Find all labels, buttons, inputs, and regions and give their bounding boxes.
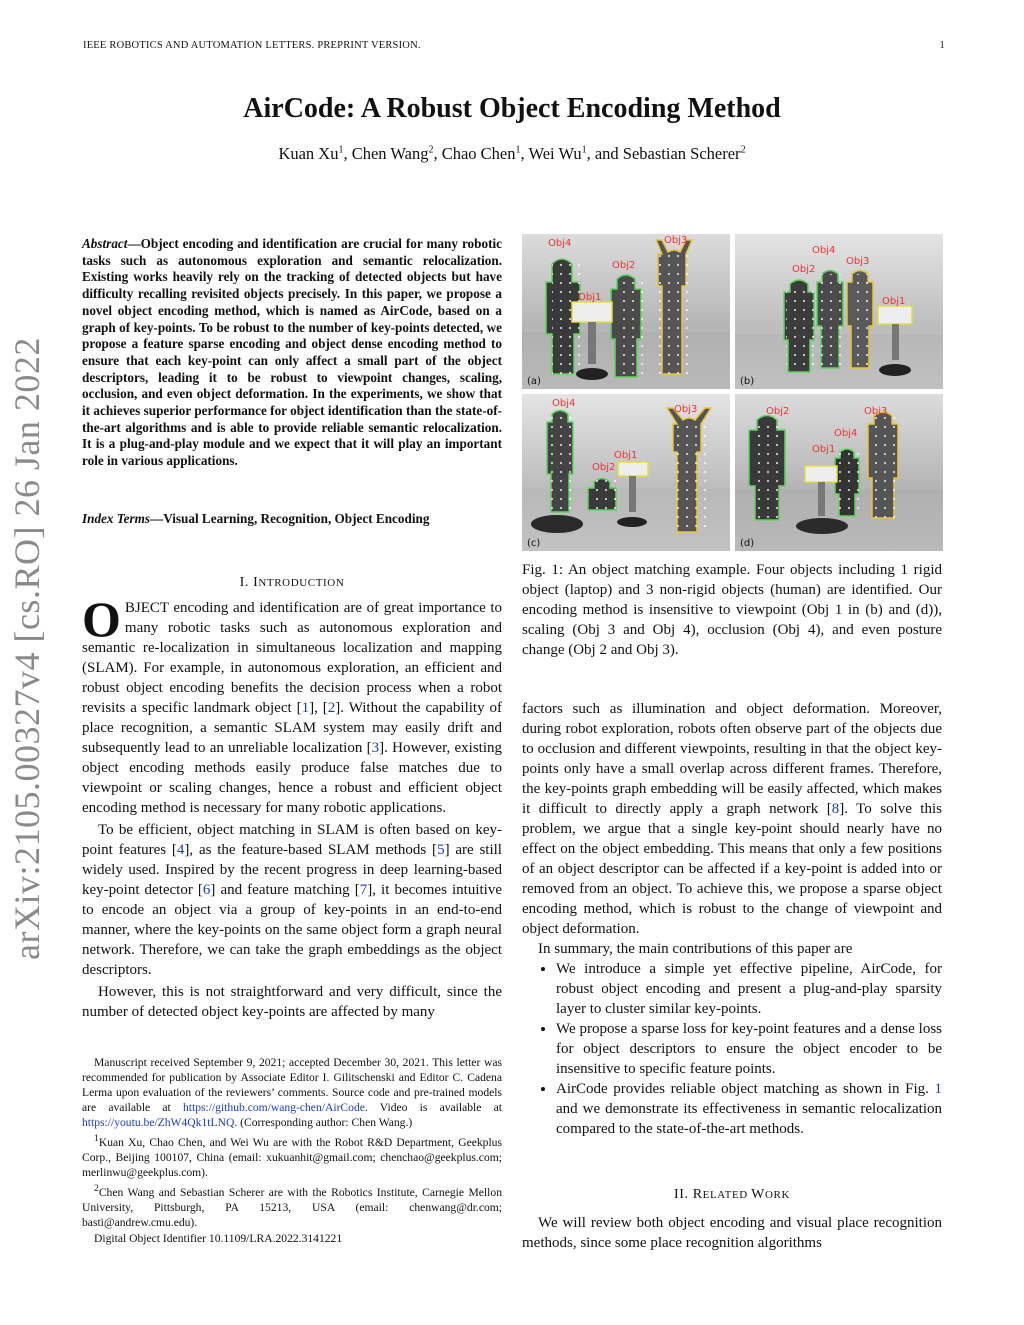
figure-panel-c (522, 394, 730, 551)
section-heading-related-work (522, 1187, 942, 1203)
object-label: Obj4 (552, 398, 576, 409)
author: Chen Wang (351, 144, 429, 163)
index-terms-text: —Visual Learning, Recognition, Object Encoding (150, 511, 430, 526)
affiliation-mark: 1 (515, 144, 521, 156)
related-work-body (522, 1213, 942, 1253)
figure-1 (522, 234, 943, 551)
section-number: I. (239, 575, 249, 590)
section-title-initial: R (692, 1187, 703, 1202)
section-title-rest: ORK (764, 1189, 791, 1201)
section-number: II. (673, 1187, 689, 1202)
object-label: Obj1 (614, 450, 638, 461)
doi: Digital Object Identifier 10.1109/LRA.2022.3141221 (94, 1231, 343, 1245)
object-label: Obj1 (882, 296, 906, 307)
citation-link[interactable]: 5 (437, 842, 445, 858)
intro-paragraph-3: However, this is not straightforward and very difficult, since the number of detected object key-points are affected by many (82, 984, 502, 1020)
footnote-affiliation-1: $^1$Kuan Xu, Chao Chen, and Wei Wu are with the Robot R&D Department, Geekplus Corp., Beijing 100107, China (email: xukuanhit@gmail.com; chenchao@geekplus.com; merlinwu@geekplus.com). (82, 1133, 502, 1179)
page-number: 1 (939, 40, 945, 51)
intro-paragraph-2: To be efficient, object matching in SLAM is often based on key-point features [4], as the feature-based SLAM methods [5] are still widely used. Inspired by the recent progress in deep learning-based key-point detector [6] and feature matching [7], it becomes intuitive to encode an object via a group of key-points in an end-to-end manner, where the key-points on the same object form a graph neural network. Therefore, we can take the graph embeddings as the object descriptors. (82, 822, 502, 978)
abstract-text: —Object encoding and identification are crucial for many robotic tasks such as autonomous exploration and semantic relocalization. Existing works heavily rely on the tracking of detected objects but have difficulty recalling revisited objects precisely. In this paper, we propose a novel object encoding method, which is named as AirCode, based on a graph of key-points. To be robust to the number of key-points detected, we propose a feature sparse encoding and object dense encoding method to ensure that each key-point can only affect a small part of the object descriptors, leading it to be robust to viewpoint changes, scaling, occlusion, and even object deformation. In the experiments, we show that it achieves superior performance for object identification than the state-of-the-art algorithms and is able to provide reliable semantic relocalization. It is a plug-and-play module and we expect that it will play an important role in various applications. (82, 236, 502, 469)
paper-title: AirCode: A Robust Object Encoding Method (243, 93, 781, 124)
object-label: Obj2 (592, 462, 616, 473)
citation-link[interactable]: 6 (202, 882, 211, 898)
paragraph: We will review both object encoding and visual place recognition methods, since some place recognition algorithms (522, 1215, 942, 1251)
paragraph: In summary, the main contributions of this paper are (538, 941, 853, 957)
list-item: • We introduce a simple yet effective pipeline, AirCode, for robust object encoding and present a plug-and-play sparsity layer to cluster similar key-points. (556, 959, 942, 1019)
object-label: Obj1 (578, 292, 602, 303)
journal-name: IEEE ROBOTICS AND AUTOMATION LETTERS. PREPRINT VERSION. (83, 40, 421, 51)
citation-link[interactable]: 3 (371, 740, 380, 756)
paragraph: factors such as illumination and object deformation. Moreover, during robot exploration, robots often observe part of the objects due to occlusion and different viewpoints, resulting in that the object key-points only have a small overlap across different frames. Therefore, the key-points graph embedding will be easily affected, which makes it difficult to directly apply a graph network [8]. To solve this problem, we argue that a single key-point should nearly have no effect on the object embedding. This means that only a few positions of an object descriptor can be affected if a key-point is added into or removed from an object. To achieve this, we propose a sparse object encoding method, which is robust to the change of viewpoint and object deformation. (522, 701, 942, 937)
object-label: Obj2 (766, 406, 790, 417)
section-heading-introduction (82, 575, 502, 591)
abstract-label: Abstract (82, 236, 128, 251)
right-column-body (522, 699, 942, 1139)
footnote-affiliation-2: $^2$Chen Wang and Sebastian Scherer are with the Robotics Institute, Carnegie Mellon University, Pittsburgh, PA 15213, USA (email: chenwang@dr.com; basti@andrew.cmu.edu). (82, 1182, 502, 1229)
figure-panel-d (735, 394, 943, 551)
author: and Sebastian Scherer (594, 144, 741, 163)
running-header (83, 40, 945, 51)
laptop-box (878, 306, 912, 324)
video-link[interactable]: https://youtu.be/ZhW4Qk1tLNQ (82, 1116, 235, 1129)
object-label: Obj3 (864, 406, 888, 417)
section-title-rest: NTRODUCTION (258, 577, 345, 589)
object-label: Obj2 (612, 260, 636, 271)
citation-link[interactable]: 1 (301, 700, 310, 716)
footnotes (82, 1055, 502, 1247)
panel-label: (a) (527, 376, 541, 387)
figure-panel-b (735, 234, 943, 389)
object-label: Obj2 (792, 264, 816, 275)
object-label: Obj1 (812, 444, 836, 455)
github-link[interactable]: https://github.com/wang-chen/AirCode (182, 1101, 365, 1114)
section-title-rest: ELATED (702, 1189, 752, 1201)
affiliation-mark: 2 (428, 144, 434, 156)
figure-1-panels (522, 234, 943, 551)
laptop-box (805, 466, 837, 482)
object-label: Obj4 (812, 245, 836, 256)
affiliation-mark: 1 (581, 144, 587, 156)
contribution-list (522, 959, 942, 1139)
figure-panel-a (522, 234, 730, 389)
object-label: Obj3 (846, 256, 870, 267)
abstract (82, 236, 502, 470)
author-list: Kuan Xu$^1$, Chen Wang$^2$, Chao Chen$^1$, Wei Wu$^1$, and Sebastian Scherer$^2$ (278, 144, 746, 163)
author: Kuan Xu (278, 144, 339, 163)
laptop-box (572, 302, 612, 322)
citation-link[interactable]: 2 (327, 700, 336, 716)
laptop-box (618, 462, 648, 476)
affiliation-mark: 2 (740, 144, 746, 156)
affiliation-mark: 1 (338, 144, 344, 156)
figure-reference-link[interactable]: 1 (934, 1081, 942, 1097)
citation-link[interactable]: 7 (359, 882, 368, 898)
object-label: Obj4 (548, 238, 572, 249)
section-title-initial: I (253, 575, 259, 590)
section-title-initial: W (751, 1187, 765, 1202)
citation-link[interactable]: 4 (176, 842, 185, 858)
index-terms-label: Index Terms (82, 511, 151, 526)
index-terms (82, 511, 502, 527)
footnote-manuscript: Manuscript received September 9, 2021; accepted December 30, 2021. This letter was recommended for publication by Associate Editor I. Gilitschenski and Editor C. Cadena Lerma upon evaluation of the reviewers’ comments. Source code and pre-trained models are available at https://github.com/wang-chen/AirCode. Video is available at https://youtu.be/ZhW4Qk1tLNQ. (Corresponding author: Chen Wang.) (82, 1056, 502, 1129)
introduction-body (82, 591, 503, 1022)
object-label: Obj3 (674, 404, 698, 415)
list-item: • AirCode provides reliable object matching as shown in Fig. 1 and we demonstrate its effectiveness in semantic relocalization compared to the state-of-the-art methods. (556, 1079, 942, 1139)
drop-cap: O (82, 591, 121, 647)
author: Chao Chen (441, 144, 516, 163)
arxiv-stamp: arXiv:2105.00327v4 [cs.RO] 26 Jan 2022 (7, 337, 47, 960)
object-label: Obj3 (664, 235, 688, 246)
citation-link[interactable]: 8 (831, 801, 840, 817)
panel-label: (b) (740, 376, 755, 387)
list-item: • We propose a sparse loss for key-point features and a dense loss for object descriptors to ensure the object encoder to be insensitive to specific feature points. (556, 1019, 942, 1079)
figure-1-caption: Fig. 1: An object matching example. Four objects including 1 rigid object (laptop) and 3 non-rigid objects (human) are identified. Our encoding method is insensitive to viewpoint (Obj 1 in (b) and (d)), scaling (Obj 3 and Obj 4), occlusion (Obj 4), and even posture change (Obj 2 and Obj 3). (522, 562, 942, 658)
author: Wei Wu (528, 144, 582, 163)
object-label: Obj4 (834, 428, 858, 439)
intro-paragraph-1: OBJECT encoding and identification are of great importance to many robotic tasks such as autonomous exploration and semantic re-localization in simultaneous localization and mapping (SLAM). For example, in autonomous exploration, an efficient and robust object encoding benefits the decision process when a robot revisits a specific landmark object [1], [2]. Without the capability of place recognition, a semantic SLAM system may easily drift and subsequently lead to an unreliable localization [3]. However, existing object encoding methods easily produce false matches due to viewpoint or scaling changes, hence a robust and efficient object encoding method is necessary for many robotic applications. (82, 591, 503, 816)
panel-label: (c) (527, 538, 541, 549)
panel-label: (d) (740, 538, 755, 549)
